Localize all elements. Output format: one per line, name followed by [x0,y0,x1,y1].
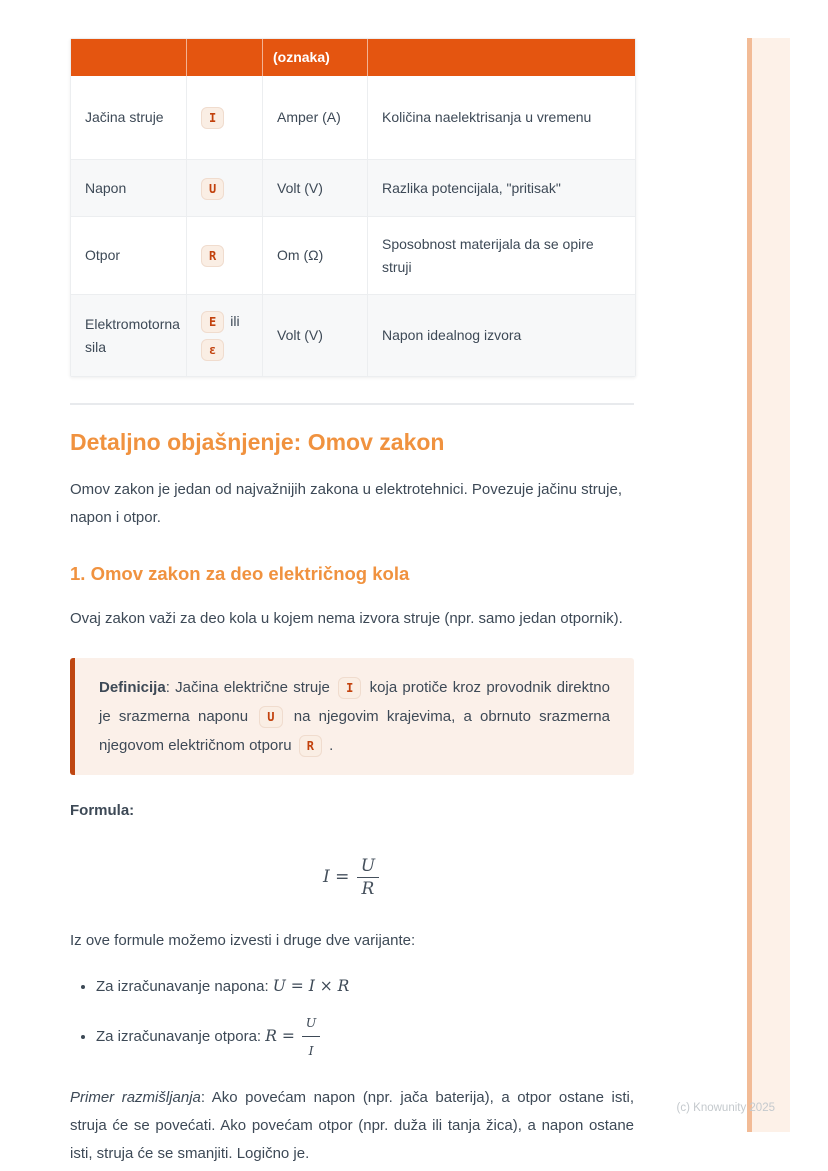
section-divider [70,403,634,405]
cell-unit: Amper (A) [263,76,368,160]
variant-lhs: R = [265,1027,300,1045]
formula-math [323,856,381,899]
formula-label: Formula: [70,802,135,819]
table-header-row [71,39,635,76]
cell-desc: Napon idealnog izvora [368,295,635,376]
section-heading: Detaljno objašnjenje: Omov zakon [70,429,445,455]
fraction-denominator: I [308,1043,314,1058]
symbol-badge: U [201,178,224,200]
formula-fraction [357,856,379,899]
header-cell-unit: (oznaka) [263,39,368,76]
table-row [71,76,635,160]
table-row [71,295,635,376]
formula-equals: = [335,866,350,887]
definition-fragment: na njegovim krajevima, a obrnuto srazmerna njegovom električnom otporu [99,708,610,754]
table-row [71,217,635,295]
fraction-numerator: U [302,1010,321,1037]
cell-name: Napon [71,160,187,217]
cell-name: Otpor [71,217,187,295]
cell-desc: Sposobnost materijala da se opire struji [368,217,635,295]
header-cell-name [71,39,187,76]
footer-credit: (c) Knowunity 2025 [676,1102,775,1114]
list-item [96,973,634,1000]
definition-fragment: koja protiče kroz provodnik direktno je srazmerna naponu [99,679,610,725]
quantities-table [70,38,636,377]
variants-list [70,973,634,1064]
page-edge-strip [747,38,790,1132]
definition-label: Definicija [99,679,166,696]
definition-text [99,673,610,760]
paragraph-subsection: Ovaj zakon važi za deo kola u kojem nema izvora struje (npr. samo jedan otpornik). [70,610,623,627]
subsection-heading: 1. Omov zakon za deo električnog kola [70,563,410,584]
cell-symbol [187,76,263,160]
symbol-badge-epsilon: ε [201,339,224,361]
definition-fragment: . [325,737,334,754]
list-item-text: Za izračunavanje otpora: [96,1028,266,1045]
symbol-badge-i: I [338,677,361,699]
cell-symbol [187,217,263,295]
cell-name: Jačina struje [71,76,187,160]
cell-unit: Volt (V) [263,160,368,217]
fraction-denominator: R [361,878,375,899]
symbol-join-label: ili [230,313,240,329]
paragraph-primer [70,1084,634,1168]
cell-symbol [187,295,263,376]
cell-desc: Razlika potencijala, "pritisak" [368,160,635,217]
paragraph-variants-intro: Iz ove formule možemo izvesti i druge dve varijante: [70,932,416,949]
variant-math: U = I × R [272,977,350,995]
symbol-badge-r: R [299,735,322,757]
variant-math [265,1015,322,1058]
definition-fragment: : Jačina električne struje [165,679,336,696]
variant-fraction [302,1010,321,1064]
primer-lead: Primer razmišljanja [70,1089,201,1106]
list-item [96,1010,634,1064]
formula-lhs: I [322,866,330,887]
header-cell-desc [368,39,635,76]
symbol-badge: I [201,107,224,129]
definition-callout [70,658,634,775]
formula-display [70,847,634,907]
symbol-badge: R [201,245,224,267]
list-item-text: Za izračunavanje napona: [96,978,273,995]
cell-desc: Količina naelektrisanja u vremenu [368,76,635,160]
symbol-badge: E [201,311,224,333]
document-page [70,38,634,1168]
symbol-badge-u: U [259,706,282,728]
paragraph-intro: Omov zakon je jedan od najvažnijih zakona u elektrotehnici. Povezuje jačinu struje, napon i otpor. [70,481,622,526]
cell-unit: Om (Ω) [263,217,368,295]
fraction-numerator: U [357,856,379,878]
table-row [71,160,635,217]
header-cell-symbol [187,39,263,76]
cell-name: Elektromotorna sila [71,295,187,376]
primer-rest: : Ako povećam napon (npr. jača baterija), a otpor ostane isti, struja će se povećati. Ako povećam otpor (npr. duža ili tanja žica), a napon ostane isti, struja će se smanjiti. Logično je. [70,1089,634,1162]
cell-symbol [187,160,263,217]
cell-unit: Volt (V) [263,295,368,376]
